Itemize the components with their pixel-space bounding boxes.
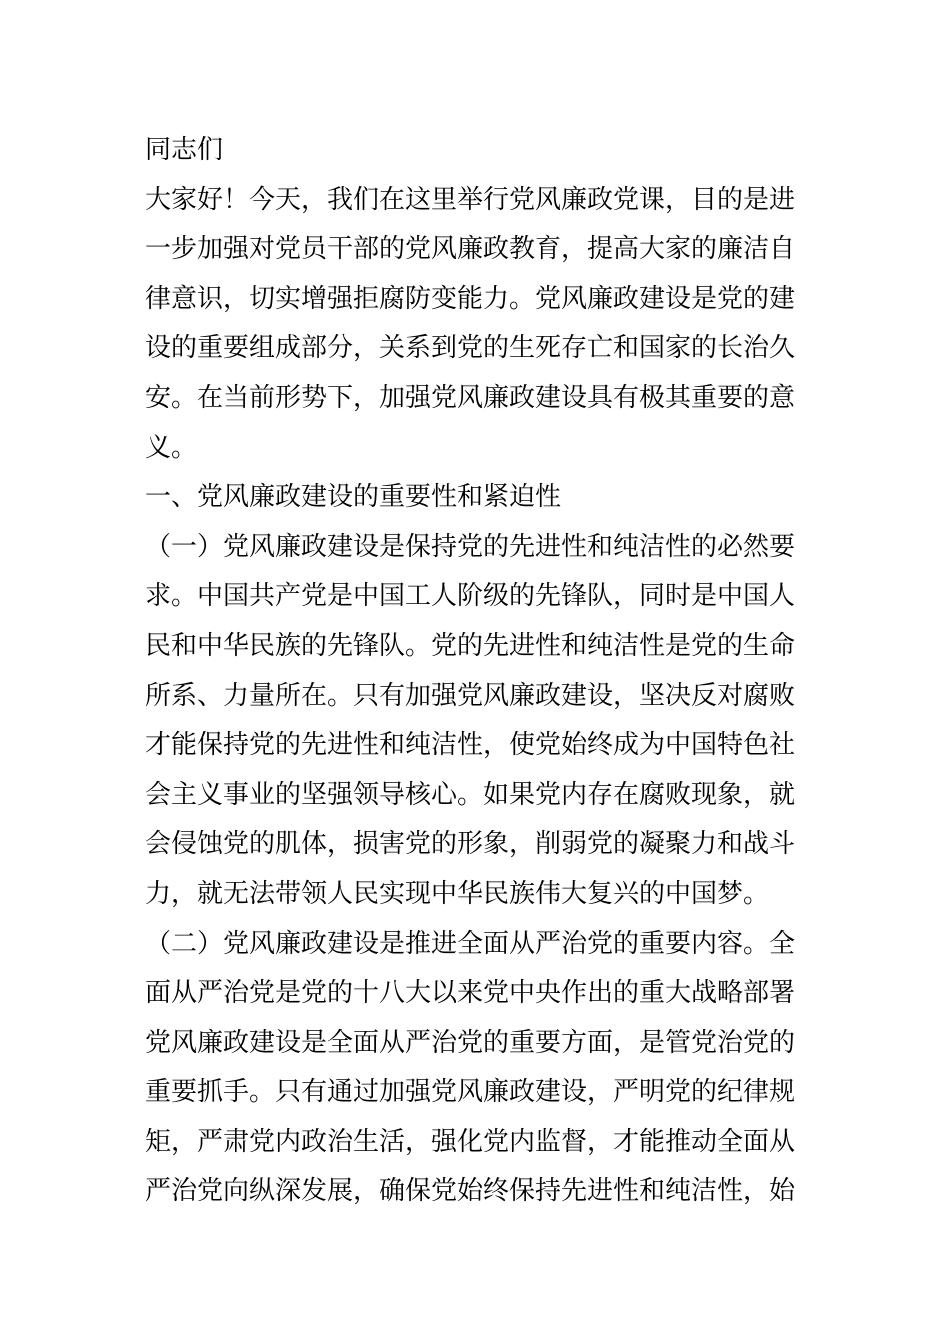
paragraph-line: 力，就无法带领人民实现中华民族伟大复兴的中国梦。 [145, 878, 770, 909]
paragraph-line: 设的重要组成部分，关系到党的生死存亡和国家的长治久 [145, 333, 796, 364]
paragraph-line: 律意识，切实增强拒腐防变能力。党风廉政建设是党的建 [145, 283, 796, 314]
paragraph-line: 大家好！今天，我们在这里举行党风廉政党课，目的是进 [145, 184, 796, 215]
paragraph-line: 面从严治党是党的十八大以来党中央作出的重大战略部署 [145, 978, 796, 1009]
paragraph-line: 义。 [145, 432, 198, 463]
document-body [145, 126, 807, 1217]
paragraph-line: （二）党风廉政建设是推进全面从严治党的重要内容。全 [145, 928, 796, 959]
paragraph-line: 所系、力量所在。只有加强党风廉政建设，坚决反对腐败 [145, 680, 796, 711]
paragraph-line: 才能保持党的先进性和纯洁性，使党始终成为中国特色社 [145, 730, 796, 761]
paragraph-line: 一步加强对党员干部的党风廉政教育，提高大家的廉洁自 [145, 234, 796, 265]
paragraph-line: 会主义事业的坚强领导核心。如果党内存在腐败现象，就 [145, 779, 796, 810]
paragraph-line: 民和中华民族的先锋队。党的先进性和纯洁性是党的生命 [145, 630, 796, 661]
paragraph-line: 矩，严肃党内政治生活，强化党内监督，才能推动全面从 [145, 1126, 796, 1157]
paragraph-line: （一）党风廉政建设是保持党的先进性和纯洁性的必然要 [145, 531, 796, 562]
paragraph-line: 会侵蚀党的肌体，损害党的形象，削弱党的凝聚力和战斗 [145, 829, 796, 860]
salutation: 同志们 [145, 135, 224, 165]
section-heading: 一、党风廉政建设的重要性和紧迫性 [145, 482, 562, 513]
paragraph-line: 重要抓手。只有通过加强党风廉政建设，严明党的纪律规 [145, 1077, 796, 1108]
paragraph-line: 安。在当前形势下，加强党风廉政建设具有极其重要的意 [145, 382, 796, 413]
paragraph-line: 党风廉政建设是全面从严治党的重要方面，是管党治党的 [145, 1027, 796, 1058]
paragraph-line: 求。中国共产党是中国工人阶级的先锋队，同时是中国人 [145, 581, 796, 612]
paragraph-line: 严治党向纵深发展，确保党始终保持先进性和纯洁性，始 [145, 1176, 796, 1207]
